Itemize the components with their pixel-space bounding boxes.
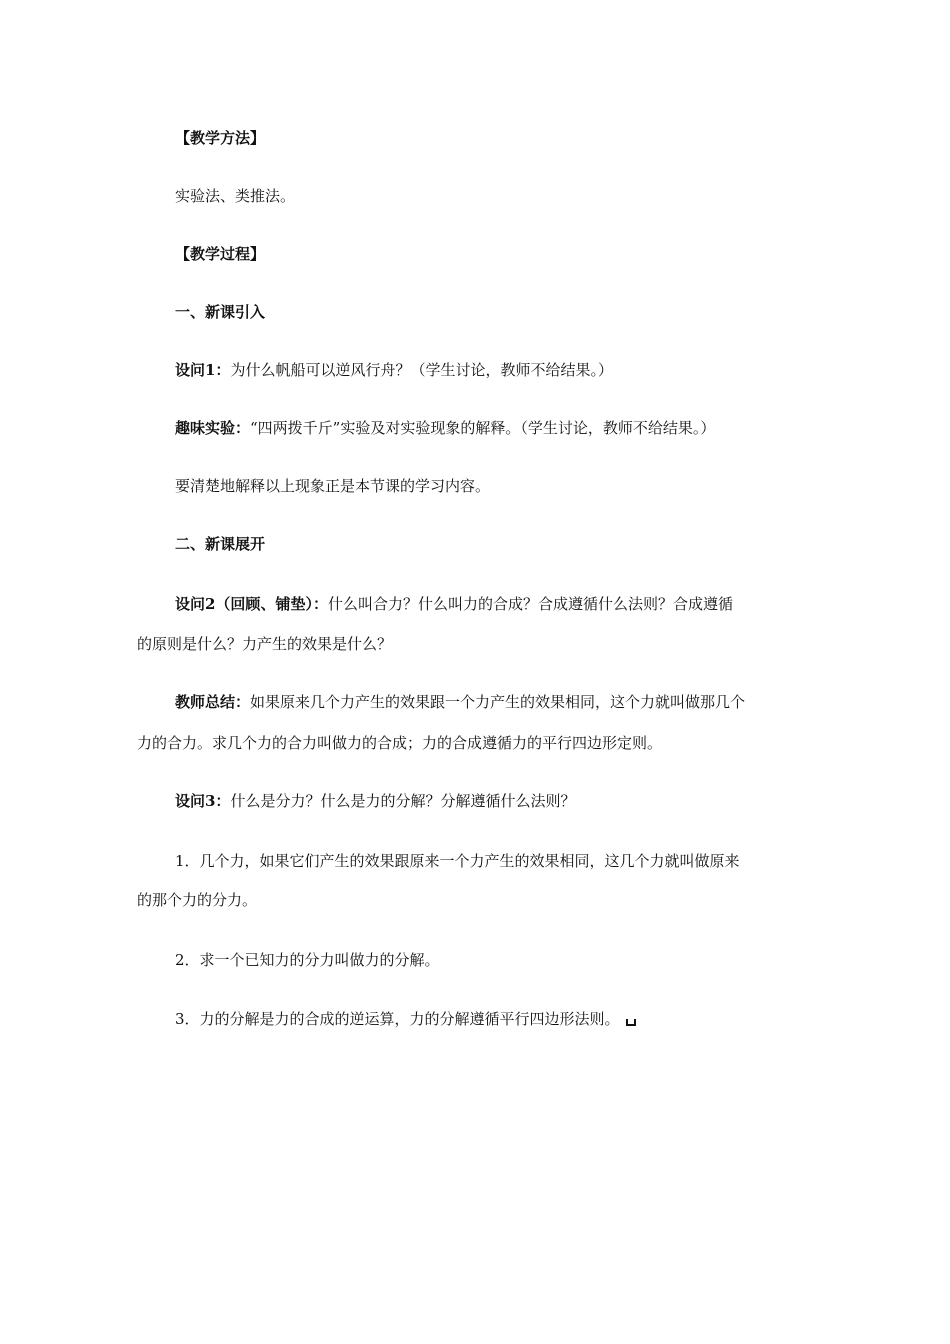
fun-experiment-lead: 趣味实验： <box>175 419 251 437</box>
question-2-text-line1: 什么叫合力？什么叫力的合成？合成遵循什么法则？合成遵循 <box>327 595 733 613</box>
point-3-text: 3．力的分解是力的合成的逆运算，力的分解遵循平行四边形法则。 <box>175 1010 620 1028</box>
intro-summary: 要清楚地解释以上现象正是本节课的学习内容。 <box>175 477 491 495</box>
point-1-line2: 的那个力的分力。 <box>137 891 258 909</box>
teacher-summary-lead: 教师总结： <box>175 693 251 711</box>
point-1-line1: 1．几个力，如果它们产生的效果跟原来一个力产生的效果相同，这几个力就叫做原来 <box>175 852 740 870</box>
fun-experiment-text: “四两拨千斤”实验及对实验现象的解释。（学生讨论，教师不给结果。） <box>250 419 716 437</box>
point-2: 2．求一个已知力的分力叫做力的分解。 <box>175 951 440 969</box>
question-1-lead: 设问1： <box>175 361 231 379</box>
question-3-text: 什么是分力？什么是力的分解？分解遵循什么法则？ <box>230 792 576 810</box>
teacher-summary <box>175 692 745 712</box>
question-2 <box>175 594 733 614</box>
section2-title: 二、新课展开 <box>175 535 266 553</box>
point-3 <box>175 1009 636 1029</box>
teacher-summary-text-line1: 如果原来几个力产生的效果跟一个力产生的效果相同，这个力就叫做那几个 <box>250 693 746 711</box>
method-text: 实验法、类推法。 <box>175 187 296 205</box>
question-2-lead: 设问2（回顾、铺垫）： <box>175 595 328 613</box>
heading-teaching-method: 【教学方法】 <box>175 129 266 147</box>
fun-experiment <box>175 418 715 438</box>
question-1-text: 为什么帆船可以逆风行舟？（学生讨论，教师不给结果。） <box>230 361 613 379</box>
heading-teaching-process: 【教学过程】 <box>175 245 266 263</box>
question-2-text-line2: 的原则是什么？力产生的效果是什么？ <box>137 635 393 653</box>
paragraph-end-mark-icon <box>626 1019 636 1026</box>
question-3 <box>175 791 575 811</box>
teacher-summary-text-line2: 力的合力。求几个力的合力叫做力的合成；力的合成遵循力的平行四边形定则。 <box>137 734 663 752</box>
question-3-lead: 设问3： <box>175 792 231 810</box>
section1-title: 一、新课引入 <box>175 303 266 321</box>
question-1 <box>175 360 613 380</box>
